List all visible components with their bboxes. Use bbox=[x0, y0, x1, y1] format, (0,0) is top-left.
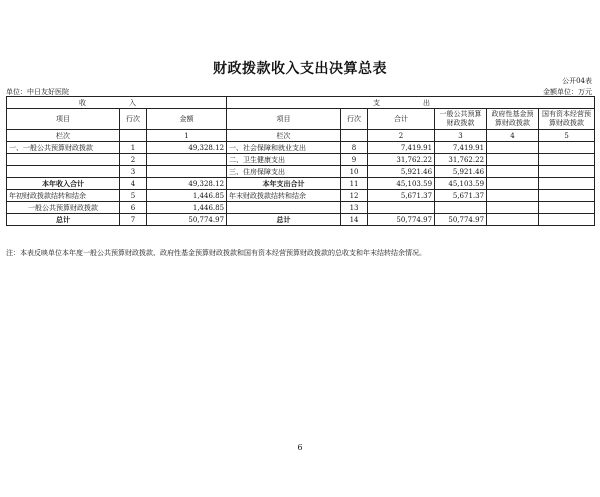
income-item: 本年收入合计 bbox=[7, 178, 120, 190]
col-index-5: 5 bbox=[539, 130, 595, 142]
expense-total: 7,419.91 bbox=[368, 142, 435, 154]
expense-fund bbox=[487, 142, 539, 154]
amount-unit: 金额单位：万元 bbox=[543, 88, 592, 96]
expense-capital bbox=[539, 142, 595, 154]
expense-general: 5,671.37 bbox=[435, 190, 487, 202]
income-line: 3 bbox=[120, 166, 147, 178]
expense-fund bbox=[487, 190, 539, 202]
table-row bbox=[7, 202, 595, 214]
income-line: 5 bbox=[120, 190, 147, 202]
expense-total: 31,762.22 bbox=[368, 154, 435, 166]
expense-general: 31,762.22 bbox=[435, 154, 487, 166]
expense-fund bbox=[487, 202, 539, 214]
col-header-fund: 政府性基金预算财政拨款 bbox=[487, 109, 539, 130]
expense-capital bbox=[539, 190, 595, 202]
income-item: 总计 bbox=[7, 214, 120, 226]
expense-item bbox=[227, 202, 341, 214]
col-index-empty bbox=[341, 130, 368, 142]
expense-item: 二、卫生健康支出 bbox=[227, 154, 341, 166]
income-amount: 1,446.85 bbox=[147, 202, 227, 214]
col-index-exp-label: 栏次 bbox=[227, 130, 341, 142]
table-row bbox=[7, 154, 595, 166]
income-item bbox=[7, 154, 120, 166]
expense-total: 45,103.59 bbox=[368, 178, 435, 190]
income-item: 一般公共预算财政拨款 bbox=[7, 202, 120, 214]
expense-line: 9 bbox=[341, 154, 368, 166]
col-header-exp-item: 项目 bbox=[227, 109, 341, 130]
col-header-general: 一般公共预算财政拨款 bbox=[435, 109, 487, 130]
col-index-1: 1 bbox=[147, 130, 227, 142]
col-index-empty bbox=[120, 130, 147, 142]
expense-general bbox=[435, 202, 487, 214]
expense-section-header: 支 出 bbox=[227, 97, 595, 109]
expense-general: 5,921.46 bbox=[435, 166, 487, 178]
expense-fund bbox=[487, 214, 539, 226]
expense-total bbox=[368, 202, 435, 214]
page-number: 6 bbox=[297, 443, 303, 452]
expense-total: 5,671.37 bbox=[368, 190, 435, 202]
income-amount: 49,328.12 bbox=[147, 178, 227, 190]
expense-item: 总计 bbox=[227, 214, 341, 226]
income-line: 1 bbox=[120, 142, 147, 154]
unit-label: 单位：中日友好医院 bbox=[6, 88, 69, 96]
budget-table bbox=[6, 96, 595, 226]
table-row bbox=[7, 142, 595, 154]
table-note: 注：本表反映单位本年度一般公共预算财政拨款、政府性基金预算财政拨款和国有资本经营预算财政拨款的总收支和年末结转结余情况。 bbox=[6, 249, 426, 257]
income-item bbox=[7, 166, 120, 178]
expense-capital bbox=[539, 178, 595, 190]
income-amount: 50,774.97 bbox=[147, 214, 227, 226]
income-line: 7 bbox=[120, 214, 147, 226]
income-item: 一、一般公共预算财政拨款 bbox=[7, 142, 120, 154]
col-header-total: 合计 bbox=[368, 109, 435, 130]
expense-fund bbox=[487, 178, 539, 190]
expense-general: 50,774.97 bbox=[435, 214, 487, 226]
col-header-line: 行次 bbox=[120, 109, 147, 130]
income-section-header: 收 入 bbox=[7, 97, 227, 109]
expense-item: 本年支出合计 bbox=[227, 178, 341, 190]
income-amount: 1,446.85 bbox=[147, 190, 227, 202]
expense-general: 45,103.59 bbox=[435, 178, 487, 190]
table-row-total bbox=[7, 214, 595, 226]
income-amount bbox=[147, 166, 227, 178]
table-row bbox=[7, 190, 595, 202]
income-line: 2 bbox=[120, 154, 147, 166]
income-amount: 49,328.12 bbox=[147, 142, 227, 154]
expense-total: 5,921.46 bbox=[368, 166, 435, 178]
expense-capital bbox=[539, 154, 595, 166]
col-header-amount: 金额 bbox=[147, 109, 227, 130]
col-index-2: 2 bbox=[368, 130, 435, 142]
expense-capital bbox=[539, 214, 595, 226]
income-line: 6 bbox=[120, 202, 147, 214]
expense-fund bbox=[487, 166, 539, 178]
expense-general: 7,419.91 bbox=[435, 142, 487, 154]
col-index-4: 4 bbox=[487, 130, 539, 142]
expense-line: 13 bbox=[341, 202, 368, 214]
expense-line: 14 bbox=[341, 214, 368, 226]
expense-capital bbox=[539, 202, 595, 214]
table-row-subtotal bbox=[7, 178, 595, 190]
form-number: 公开04表 bbox=[562, 77, 592, 85]
expense-line: 12 bbox=[341, 190, 368, 202]
expense-capital bbox=[539, 166, 595, 178]
col-header-exp-line: 行次 bbox=[341, 109, 368, 130]
expense-line: 8 bbox=[341, 142, 368, 154]
col-header-capital: 国有资本经营预算财政拨款 bbox=[539, 109, 595, 130]
income-item: 年初财政拨款结转和结余 bbox=[7, 190, 120, 202]
expense-item: 年末财政拨款结转和结余 bbox=[227, 190, 341, 202]
income-amount bbox=[147, 154, 227, 166]
expense-item: 三、住房保障支出 bbox=[227, 166, 341, 178]
page-title: 财政拨款收入支出决算总表 bbox=[213, 61, 387, 77]
col-index-label: 栏次 bbox=[7, 130, 120, 142]
expense-item: 一、社会保障和就业支出 bbox=[227, 142, 341, 154]
income-line: 4 bbox=[120, 178, 147, 190]
col-index-3: 3 bbox=[435, 130, 487, 142]
expense-line: 10 bbox=[341, 166, 368, 178]
expense-line: 11 bbox=[341, 178, 368, 190]
expense-fund bbox=[487, 154, 539, 166]
expense-total: 50,774.97 bbox=[368, 214, 435, 226]
table-row bbox=[7, 166, 595, 178]
col-header-item: 项目 bbox=[7, 109, 120, 130]
